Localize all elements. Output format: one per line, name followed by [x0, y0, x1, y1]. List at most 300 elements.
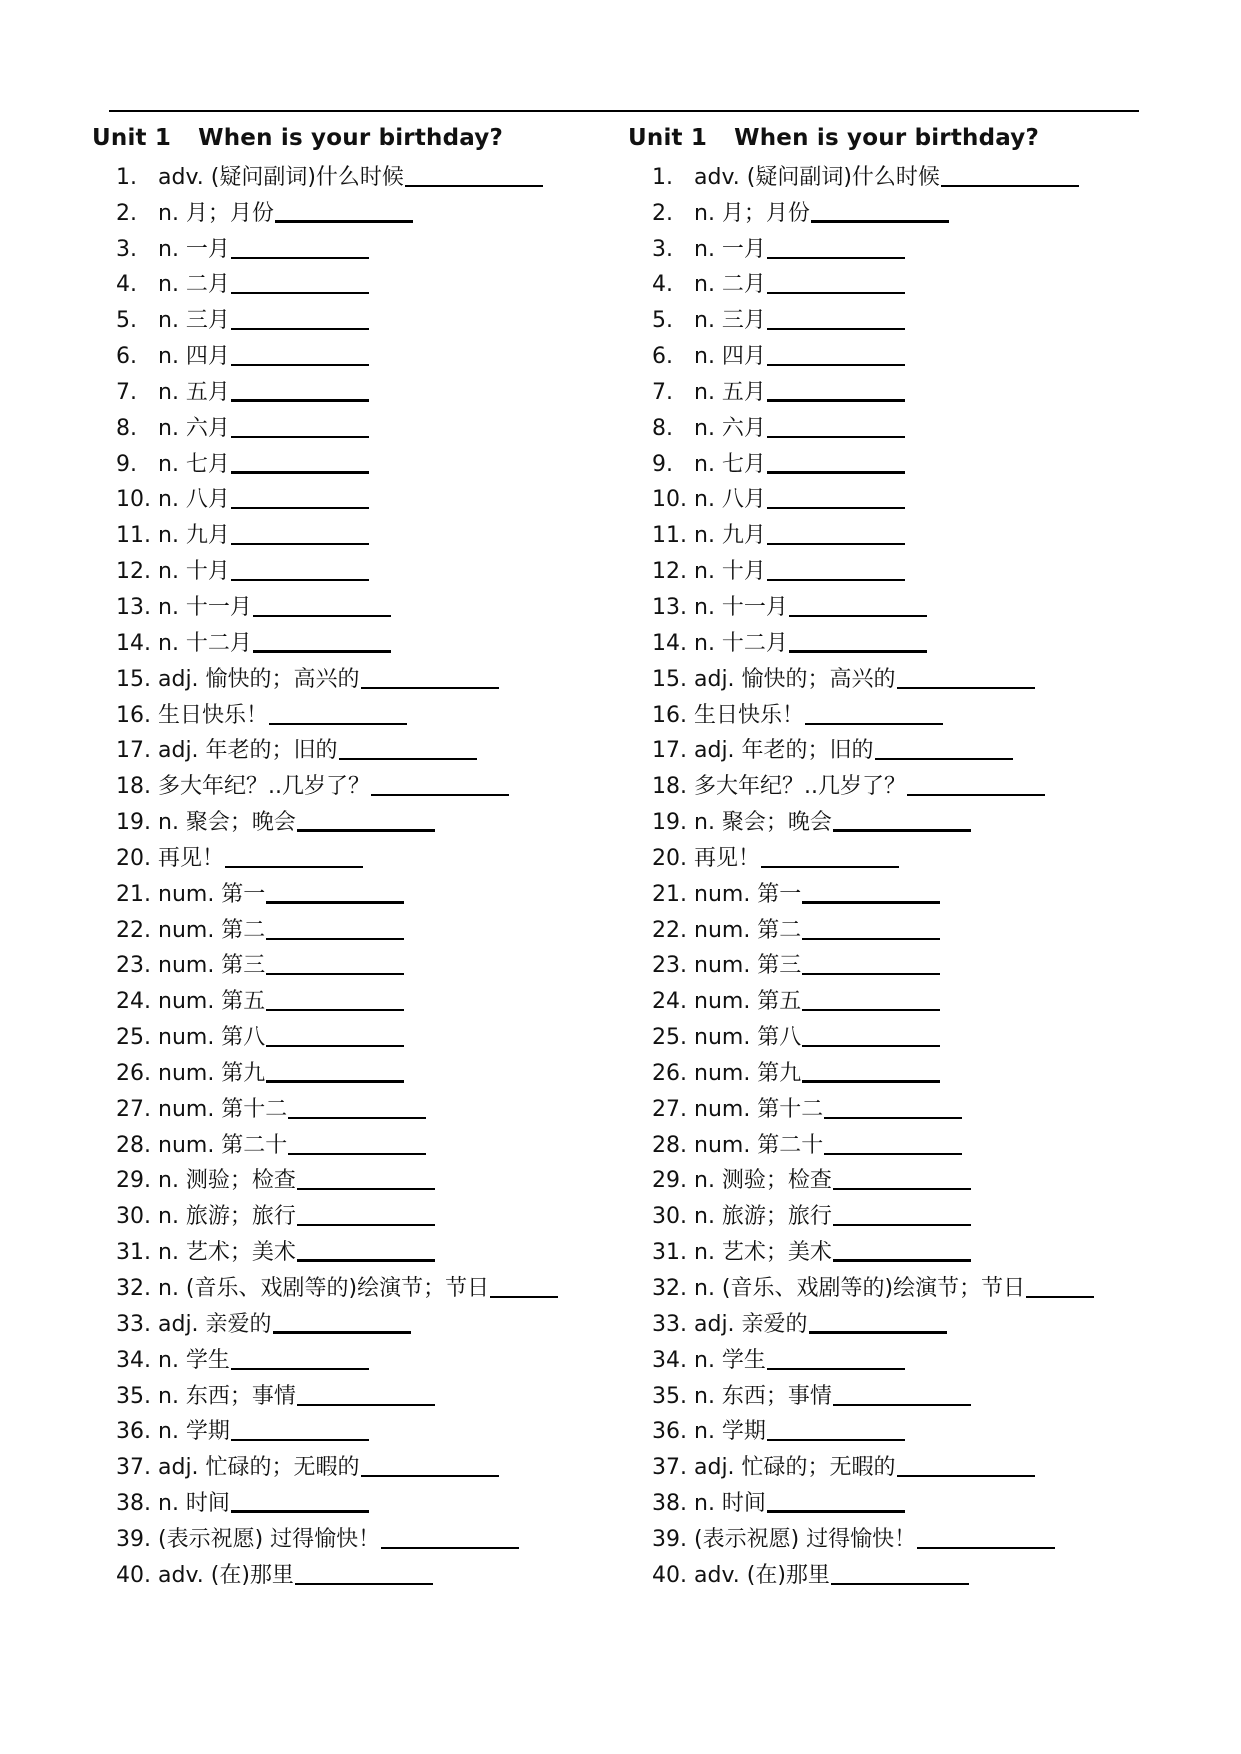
answer-blank[interactable]	[231, 471, 369, 474]
answer-blank[interactable]	[941, 185, 1079, 187]
answer-blank[interactable]	[767, 543, 905, 545]
item-number: 16.	[652, 702, 687, 728]
item-prompt: n. 月；月份	[694, 200, 810, 226]
vocab-item	[116, 658, 617, 694]
vocab-item	[652, 299, 1153, 335]
item-prompt: n. 学生	[158, 1347, 230, 1373]
item-number: 9.	[116, 451, 137, 477]
item-number: 40.	[652, 1562, 687, 1588]
item-prompt: num. 第十二	[158, 1096, 288, 1122]
item-prompt: n. 四月	[694, 344, 766, 370]
item-number: 38.	[116, 1491, 151, 1517]
item-prompt: adv. (在)那里	[694, 1562, 830, 1588]
answer-blank[interactable]	[288, 1153, 426, 1155]
item-number: 18.	[652, 774, 687, 800]
item-prompt: adv. (在)那里	[158, 1562, 294, 1588]
item-prompt: n. 艺术；美术	[694, 1240, 832, 1266]
answer-blank[interactable]	[767, 1368, 905, 1370]
answer-blank[interactable]	[824, 1117, 962, 1119]
answer-blank[interactable]	[371, 794, 509, 796]
item-number: 24.	[116, 989, 151, 1015]
item-prompt: n. 八月	[158, 487, 230, 513]
item-prompt: n. 三月	[694, 308, 766, 334]
answer-blank[interactable]	[833, 1224, 971, 1226]
item-prompt: n. 聚会；晚会	[158, 810, 296, 836]
item-prompt: n. 月；月份	[158, 200, 274, 226]
vocab-item	[652, 1411, 1153, 1447]
vocab-item	[116, 765, 617, 801]
answer-blank[interactable]	[266, 938, 404, 940]
item-prompt: n. 六月	[158, 415, 230, 441]
item-prompt: adj. 亲爱的	[158, 1311, 272, 1337]
item-prompt: num. 第二	[158, 917, 266, 943]
vocab-item	[116, 1052, 617, 1088]
item-number: 10.	[652, 487, 687, 513]
answer-blank[interactable]	[490, 1296, 558, 1298]
answer-blank[interactable]	[231, 436, 369, 438]
answer-blank[interactable]	[833, 1188, 971, 1190]
item-prompt: n. 东西；事情	[158, 1383, 296, 1409]
item-number: 1.	[652, 164, 673, 190]
item-prompt: n. 十二月	[694, 630, 788, 656]
item-number: 21.	[652, 881, 687, 907]
item-number: 18.	[116, 774, 151, 800]
item-number: 37.	[652, 1455, 687, 1481]
vocab-item	[652, 1339, 1153, 1375]
item-prompt: n. 九月	[158, 523, 230, 549]
answer-blank[interactable]	[767, 292, 905, 294]
vocab-item	[116, 335, 617, 371]
vocab-item	[116, 1088, 617, 1124]
answer-blank[interactable]	[295, 1583, 433, 1585]
vocab-item	[116, 371, 617, 407]
answer-blank[interactable]	[297, 1259, 435, 1262]
item-number: 6.	[116, 344, 137, 370]
answer-blank[interactable]	[907, 794, 1045, 796]
item-prompt: n. 一月	[694, 236, 766, 262]
item-number: 26.	[116, 1060, 151, 1086]
item-prompt: n. 九月	[694, 523, 766, 549]
item-number: 5.	[652, 308, 673, 334]
vocab-item	[652, 443, 1153, 479]
answer-blank[interactable]	[767, 328, 905, 330]
answer-blank[interactable]	[767, 364, 905, 366]
vocab-item	[116, 1160, 617, 1196]
item-number: 20.	[116, 845, 151, 871]
item-number: 40.	[116, 1562, 151, 1588]
answer-blank[interactable]	[809, 1331, 947, 1334]
vocab-item	[652, 1124, 1153, 1160]
answer-blank[interactable]	[288, 1117, 426, 1119]
item-prompt: num. 第二	[694, 917, 802, 943]
answer-blank[interactable]	[231, 507, 369, 509]
vocab-item	[116, 479, 617, 515]
vocab-item	[652, 1554, 1153, 1590]
item-prompt: 生日快乐！	[694, 702, 805, 728]
answer-blank[interactable]	[789, 650, 927, 653]
item-prompt: adj. 愉快的；高兴的	[694, 666, 896, 692]
answer-blank[interactable]	[833, 1404, 971, 1406]
item-number: 2.	[652, 200, 673, 226]
answer-blank[interactable]	[805, 723, 943, 725]
vocab-item	[652, 264, 1153, 300]
item-number: 22.	[652, 917, 687, 943]
item-prompt: n. 东西；事情	[694, 1383, 832, 1409]
item-number: 32.	[652, 1276, 687, 1301]
unit-number: Unit 1	[628, 125, 708, 151]
item-number: 13.	[116, 594, 151, 620]
vocab-item	[652, 1446, 1153, 1482]
answer-blank[interactable]	[897, 687, 1035, 689]
item-number: 24.	[652, 989, 687, 1015]
vocab-item	[116, 1375, 617, 1411]
answer-blank[interactable]	[297, 1224, 435, 1226]
item-prompt: n. 十一月	[158, 594, 252, 620]
item-number: 26.	[652, 1060, 687, 1086]
answer-blank[interactable]	[253, 615, 391, 617]
vocab-item	[116, 1231, 617, 1267]
vocab-item	[116, 1446, 617, 1482]
vocab-item	[652, 550, 1153, 586]
vocab-item	[652, 873, 1153, 909]
answer-blank[interactable]	[339, 758, 477, 760]
answer-blank[interactable]	[231, 257, 369, 259]
item-prompt: num. 第三	[694, 953, 802, 979]
answer-blank[interactable]	[269, 723, 407, 725]
answer-blank[interactable]	[767, 399, 905, 402]
answer-blank[interactable]	[266, 901, 404, 904]
item-prompt: num. 第八	[158, 1025, 266, 1051]
answer-blank[interactable]	[266, 1009, 404, 1011]
item-number: 32.	[116, 1276, 151, 1301]
item-number: 17.	[652, 738, 687, 764]
item-number: 39.	[652, 1526, 687, 1552]
vocab-item	[116, 980, 617, 1016]
item-prompt: n. 测验；检查	[694, 1168, 832, 1194]
answer-blank[interactable]	[231, 328, 369, 330]
item-number: 2.	[116, 200, 137, 226]
item-number: 7.	[652, 379, 673, 405]
answer-blank[interactable]	[811, 220, 949, 223]
vocab-item	[116, 1482, 617, 1518]
item-prompt: n. 五月	[694, 379, 766, 405]
item-number: 33.	[652, 1311, 687, 1337]
item-prompt: adj. 愉快的；高兴的	[158, 666, 360, 692]
item-prompt: num. 第二十	[158, 1132, 288, 1158]
vocabulary-list	[628, 156, 1153, 1590]
item-prompt: n. (音乐、戏剧等的)绘演节；节日	[158, 1276, 490, 1301]
item-number: 33.	[116, 1311, 151, 1337]
item-number: 27.	[116, 1096, 151, 1122]
item-prompt: n. 旅游；旅行	[694, 1204, 832, 1230]
vocab-item	[116, 443, 617, 479]
answer-blank[interactable]	[833, 829, 971, 832]
answer-blank[interactable]	[802, 1045, 940, 1047]
item-prompt: n. 旅游；旅行	[158, 1204, 296, 1230]
answer-blank[interactable]	[231, 399, 369, 402]
item-number: 25.	[652, 1025, 687, 1051]
item-number: 31.	[116, 1240, 151, 1266]
item-prompt: n. 测验；检查	[158, 1168, 296, 1194]
vocab-item	[652, 192, 1153, 228]
vocab-item	[652, 909, 1153, 945]
item-prompt: n. 一月	[158, 236, 230, 262]
answer-blank[interactable]	[767, 579, 905, 581]
worksheet-column-right	[628, 120, 1153, 1590]
item-prompt: adv. (疑问副词)什么时候	[158, 164, 404, 190]
answer-blank[interactable]	[273, 1331, 411, 1334]
item-number: 29.	[116, 1168, 151, 1194]
vocab-item	[652, 1303, 1153, 1339]
item-prompt: n. (音乐、戏剧等的)绘演节；节日	[694, 1276, 1026, 1301]
unit-heading	[628, 120, 1153, 156]
answer-blank[interactable]	[789, 615, 927, 617]
worksheet-column-left	[92, 120, 617, 1590]
answer-blank[interactable]	[231, 579, 369, 581]
item-number: 21.	[116, 881, 151, 907]
item-prompt: n. 三月	[158, 308, 230, 334]
answer-blank[interactable]	[767, 257, 905, 259]
answer-blank[interactable]	[381, 1547, 519, 1549]
vocab-item	[652, 622, 1153, 658]
unit-title: When is your birthday?	[734, 125, 1040, 151]
item-prompt: 多大年纪？..几岁了？	[158, 774, 370, 800]
item-number: 8.	[116, 415, 137, 441]
item-number: 17.	[116, 738, 151, 764]
item-number: 10.	[116, 487, 151, 513]
item-prompt: n. 二月	[694, 272, 766, 298]
answer-blank[interactable]	[225, 866, 363, 868]
item-number: 35.	[116, 1383, 151, 1409]
item-prompt: n. 十一月	[694, 594, 788, 620]
item-prompt: n. 学期	[158, 1419, 230, 1445]
vocab-item	[652, 1267, 1153, 1303]
answer-blank[interactable]	[761, 866, 899, 868]
item-prompt: (表示祝愿) 过得愉快！	[158, 1526, 381, 1552]
item-number: 35.	[652, 1383, 687, 1409]
item-prompt: 多大年纪？..几岁了？	[694, 774, 906, 800]
item-prompt: num. 第五	[158, 989, 266, 1015]
answer-blank[interactable]	[897, 1475, 1035, 1477]
vocab-item	[652, 837, 1153, 873]
vocab-item	[652, 694, 1153, 730]
answer-blank[interactable]	[297, 1188, 435, 1190]
item-prompt: (表示祝愿) 过得愉快！	[694, 1526, 917, 1552]
vocab-item	[652, 1231, 1153, 1267]
vocab-item	[116, 945, 617, 981]
answer-blank[interactable]	[275, 220, 413, 223]
vocab-item	[116, 299, 617, 335]
vocab-item	[116, 909, 617, 945]
answer-blank[interactable]	[231, 1510, 369, 1513]
answer-blank[interactable]	[824, 1153, 962, 1155]
item-number: 11.	[652, 523, 687, 549]
item-prompt: num. 第二十	[694, 1132, 824, 1158]
item-number: 27.	[652, 1096, 687, 1122]
vocab-item	[116, 873, 617, 909]
item-number: 14.	[652, 630, 687, 656]
item-prompt: n. 艺术；美术	[158, 1240, 296, 1266]
item-prompt: n. 四月	[158, 344, 230, 370]
item-prompt: num. 第八	[694, 1025, 802, 1051]
vocab-item	[652, 156, 1153, 192]
answer-blank[interactable]	[802, 901, 940, 904]
item-prompt: num. 第一	[158, 881, 266, 907]
vocab-item	[116, 694, 617, 730]
vocab-item	[652, 1375, 1153, 1411]
vocab-item	[652, 1160, 1153, 1196]
answer-blank[interactable]	[802, 1009, 940, 1011]
item-number: 12.	[116, 559, 151, 585]
item-prompt: n. 十二月	[158, 630, 252, 656]
answer-blank[interactable]	[266, 1045, 404, 1047]
item-prompt: 再见！	[694, 845, 761, 871]
item-number: 13.	[652, 594, 687, 620]
item-prompt: 生日快乐！	[158, 702, 269, 728]
item-number: 20.	[652, 845, 687, 871]
vocabulary-list	[92, 156, 617, 1590]
vocab-item	[116, 156, 617, 192]
item-prompt: n. 十月	[158, 559, 230, 585]
vocab-item	[116, 1267, 617, 1303]
vocab-item	[116, 550, 617, 586]
item-number: 3.	[652, 236, 673, 262]
item-prompt: num. 第十二	[694, 1096, 824, 1122]
vocab-item	[116, 1339, 617, 1375]
item-number: 28.	[116, 1132, 151, 1158]
vocab-item	[116, 407, 617, 443]
item-number: 14.	[116, 630, 151, 656]
vocab-item	[116, 730, 617, 766]
item-number: 38.	[652, 1491, 687, 1517]
answer-blank[interactable]	[231, 543, 369, 545]
item-number: 3.	[116, 236, 137, 262]
item-number: 19.	[116, 810, 151, 836]
answer-blank[interactable]	[917, 1547, 1055, 1549]
answer-blank[interactable]	[767, 1510, 905, 1513]
answer-blank[interactable]	[231, 364, 369, 366]
vocab-item	[116, 1195, 617, 1231]
item-prompt: num. 第九	[158, 1060, 266, 1086]
item-prompt: n. 七月	[694, 451, 766, 477]
answer-blank[interactable]	[231, 1368, 369, 1370]
answer-blank[interactable]	[297, 829, 435, 832]
answer-blank[interactable]	[361, 687, 499, 689]
vocab-item	[116, 586, 617, 622]
vocab-item	[652, 765, 1153, 801]
item-number: 36.	[652, 1419, 687, 1445]
item-prompt: adj. 忙碌的；无暇的	[694, 1455, 896, 1481]
item-prompt: n. 八月	[694, 487, 766, 513]
item-number: 4.	[116, 272, 137, 298]
item-prompt: num. 第九	[694, 1060, 802, 1086]
item-prompt: n. 学期	[694, 1419, 766, 1445]
item-number: 23.	[116, 953, 151, 979]
answer-blank[interactable]	[231, 1439, 369, 1441]
vocab-item	[652, 658, 1153, 694]
vocab-item	[116, 228, 617, 264]
answer-blank[interactable]	[231, 292, 369, 294]
item-number: 36.	[116, 1419, 151, 1445]
unit-title: When is your birthday?	[198, 125, 504, 151]
answer-blank[interactable]	[361, 1475, 499, 1477]
answer-blank[interactable]	[802, 1080, 940, 1083]
vocab-item	[652, 801, 1153, 837]
vocab-item	[652, 371, 1153, 407]
header-rule	[109, 110, 1139, 112]
item-number: 22.	[116, 917, 151, 943]
vocab-item	[116, 1124, 617, 1160]
vocab-item	[116, 1554, 617, 1590]
item-number: 19.	[652, 810, 687, 836]
item-number: 28.	[652, 1132, 687, 1158]
item-number: 6.	[652, 344, 673, 370]
item-prompt: n. 时间	[694, 1491, 766, 1517]
answer-blank[interactable]	[802, 973, 940, 975]
item-prompt: num. 第三	[158, 953, 266, 979]
item-prompt: num. 第五	[694, 989, 802, 1015]
answer-blank[interactable]	[802, 938, 940, 940]
vocab-item	[116, 622, 617, 658]
vocab-item	[652, 1088, 1153, 1124]
vocab-item	[116, 192, 617, 228]
item-number: 15.	[116, 666, 151, 692]
vocab-item	[652, 407, 1153, 443]
item-number: 23.	[652, 953, 687, 979]
item-number: 4.	[652, 272, 673, 298]
vocab-item	[652, 945, 1153, 981]
vocab-item	[652, 228, 1153, 264]
item-number: 34.	[116, 1347, 151, 1373]
vocab-item	[652, 1195, 1153, 1231]
vocab-item	[652, 1482, 1153, 1518]
item-number: 30.	[116, 1204, 151, 1230]
item-number: 7.	[116, 379, 137, 405]
item-prompt: n. 七月	[158, 451, 230, 477]
vocab-item	[652, 479, 1153, 515]
item-prompt: adj. 亲爱的	[694, 1311, 808, 1337]
vocab-item	[652, 586, 1153, 622]
answer-blank[interactable]	[1026, 1296, 1094, 1298]
answer-blank[interactable]	[875, 758, 1013, 760]
item-number: 1.	[116, 164, 137, 190]
item-number: 31.	[652, 1240, 687, 1266]
item-prompt: 再见！	[158, 845, 225, 871]
vocab-item	[116, 1518, 617, 1554]
answer-blank[interactable]	[266, 1080, 404, 1083]
answer-blank[interactable]	[767, 471, 905, 474]
item-number: 8.	[652, 415, 673, 441]
item-number: 5.	[116, 308, 137, 334]
vocab-item	[116, 1303, 617, 1339]
item-number: 12.	[652, 559, 687, 585]
item-number: 39.	[116, 1526, 151, 1552]
item-number: 29.	[652, 1168, 687, 1194]
answer-blank[interactable]	[405, 185, 543, 187]
answer-blank[interactable]	[767, 1439, 905, 1441]
answer-blank[interactable]	[767, 436, 905, 438]
answer-blank[interactable]	[266, 973, 404, 975]
answer-blank[interactable]	[297, 1404, 435, 1406]
answer-blank[interactable]	[253, 650, 391, 653]
vocab-item	[116, 514, 617, 550]
answer-blank[interactable]	[831, 1583, 969, 1585]
answer-blank[interactable]	[833, 1259, 971, 1262]
vocab-item	[116, 837, 617, 873]
item-prompt: adj. 年老的；旧的	[158, 738, 338, 764]
answer-blank[interactable]	[767, 507, 905, 509]
item-prompt: n. 六月	[694, 415, 766, 441]
